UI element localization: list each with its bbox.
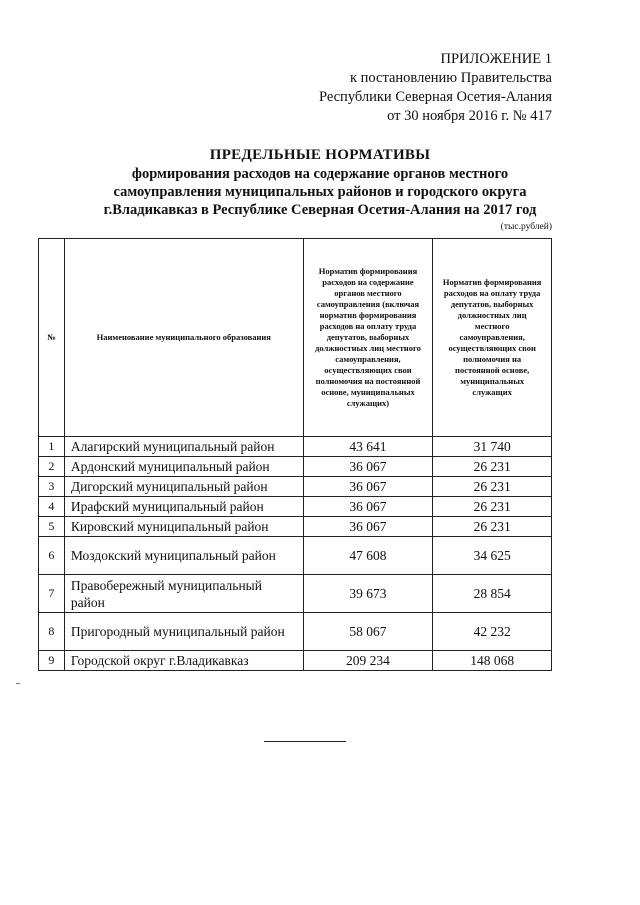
norms-table (38, 238, 552, 671)
row-number: 5 (39, 517, 65, 537)
closing-rule (264, 741, 346, 742)
row-municipality-name: Ардонский муниципальный район (64, 457, 303, 477)
row-salary-norm: 42 232 (433, 613, 552, 651)
row-salary-norm: 148 068 (433, 651, 552, 671)
row-municipality-name: Городской округ г.Владикавказ (64, 651, 303, 671)
document-heading (40, 146, 600, 219)
row-municipality-name: Ирафский муниципальный район (64, 497, 303, 517)
header-total-expense-norm: Норматив формирования расходов на содержание органов местного самоуправления (включая норматив формирования расходов на оплату труда депутатов, выборных должностных лиц местного самоуправления, осуществляющих свои полномочия на постоянной основе, муниципальных служащих) (303, 239, 433, 437)
table-row (39, 575, 552, 613)
row-total-expense-norm: 58 067 (303, 613, 433, 651)
row-total-expense-norm: 209 234 (303, 651, 433, 671)
document-subtitle-line: формирования расходов на содержание органов местного (131, 166, 509, 182)
row-salary-norm: 26 231 (433, 457, 552, 477)
header-number: № (39, 239, 65, 437)
row-total-expense-norm: 36 067 (303, 477, 433, 497)
row-number: 7 (39, 575, 65, 613)
row-number: 4 (39, 497, 65, 517)
document-title: ПРЕДЕЛЬНЫЕ НОРМАТИВЫ (209, 147, 431, 163)
row-municipality-name: Кировский муниципальный район (64, 517, 303, 537)
row-total-expense-norm: 36 067 (303, 517, 433, 537)
row-number: 1 (39, 437, 65, 457)
row-municipality-name: Дигорский муниципальный район (64, 477, 303, 497)
row-municipality-name: Правобережный муниципальный район (64, 575, 303, 613)
units-note: (тыс.рублей) (500, 222, 552, 232)
row-total-expense-norm: 39 673 (303, 575, 433, 613)
document-subtitle-line: г.Владикавказ в Республике Северная Осетия-Алания на 2017 год (103, 202, 537, 218)
margin-mark (16, 683, 20, 684)
row-total-expense-norm: 43 641 (303, 437, 433, 457)
row-number: 9 (39, 651, 65, 671)
table-row (39, 537, 552, 575)
appendix-block (319, 50, 552, 126)
table-row (39, 477, 552, 497)
row-salary-norm: 34 625 (433, 537, 552, 575)
table-header-row (39, 239, 552, 437)
appendix-line: к постановлению Правительства (350, 70, 552, 86)
row-total-expense-norm: 47 608 (303, 537, 433, 575)
header-salary-norm: Норматив формирования расходов на оплату труда депутатов, выборных должностных лиц местного самоуправления, осуществляющих свои полномочия на постоянной основе, муниципальных служащих (433, 239, 552, 437)
appendix-date-number: от 30 ноября 2016 г. № 417 (387, 108, 552, 124)
appendix-line: Республики Северная Осетия-Алания (318, 89, 552, 105)
table-row (39, 437, 552, 457)
row-salary-norm: 26 231 (433, 477, 552, 497)
table-row (39, 651, 552, 671)
row-number: 6 (39, 537, 65, 575)
row-municipality-name: Моздокский муниципальный район (64, 537, 303, 575)
row-number: 8 (39, 613, 65, 651)
row-salary-norm: 26 231 (433, 517, 552, 537)
row-number: 2 (39, 457, 65, 477)
row-salary-norm: 28 854 (433, 575, 552, 613)
row-municipality-name: Алагирский муниципальный район (64, 437, 303, 457)
appendix-title: ПРИЛОЖЕНИЕ 1 (440, 51, 552, 67)
table-row (39, 613, 552, 651)
document-subtitle-line: самоуправления муниципальных районов и городского округа (113, 184, 527, 200)
row-total-expense-norm: 36 067 (303, 497, 433, 517)
row-number: 3 (39, 477, 65, 497)
table-row (39, 497, 552, 517)
row-salary-norm: 31 740 (433, 437, 552, 457)
table-row (39, 457, 552, 477)
table-row (39, 517, 552, 537)
row-total-expense-norm: 36 067 (303, 457, 433, 477)
row-municipality-name: Пригородный муниципальный район (64, 613, 303, 651)
header-municipality-name: Наименование муниципального образования (64, 239, 303, 437)
row-salary-norm: 26 231 (433, 497, 552, 517)
